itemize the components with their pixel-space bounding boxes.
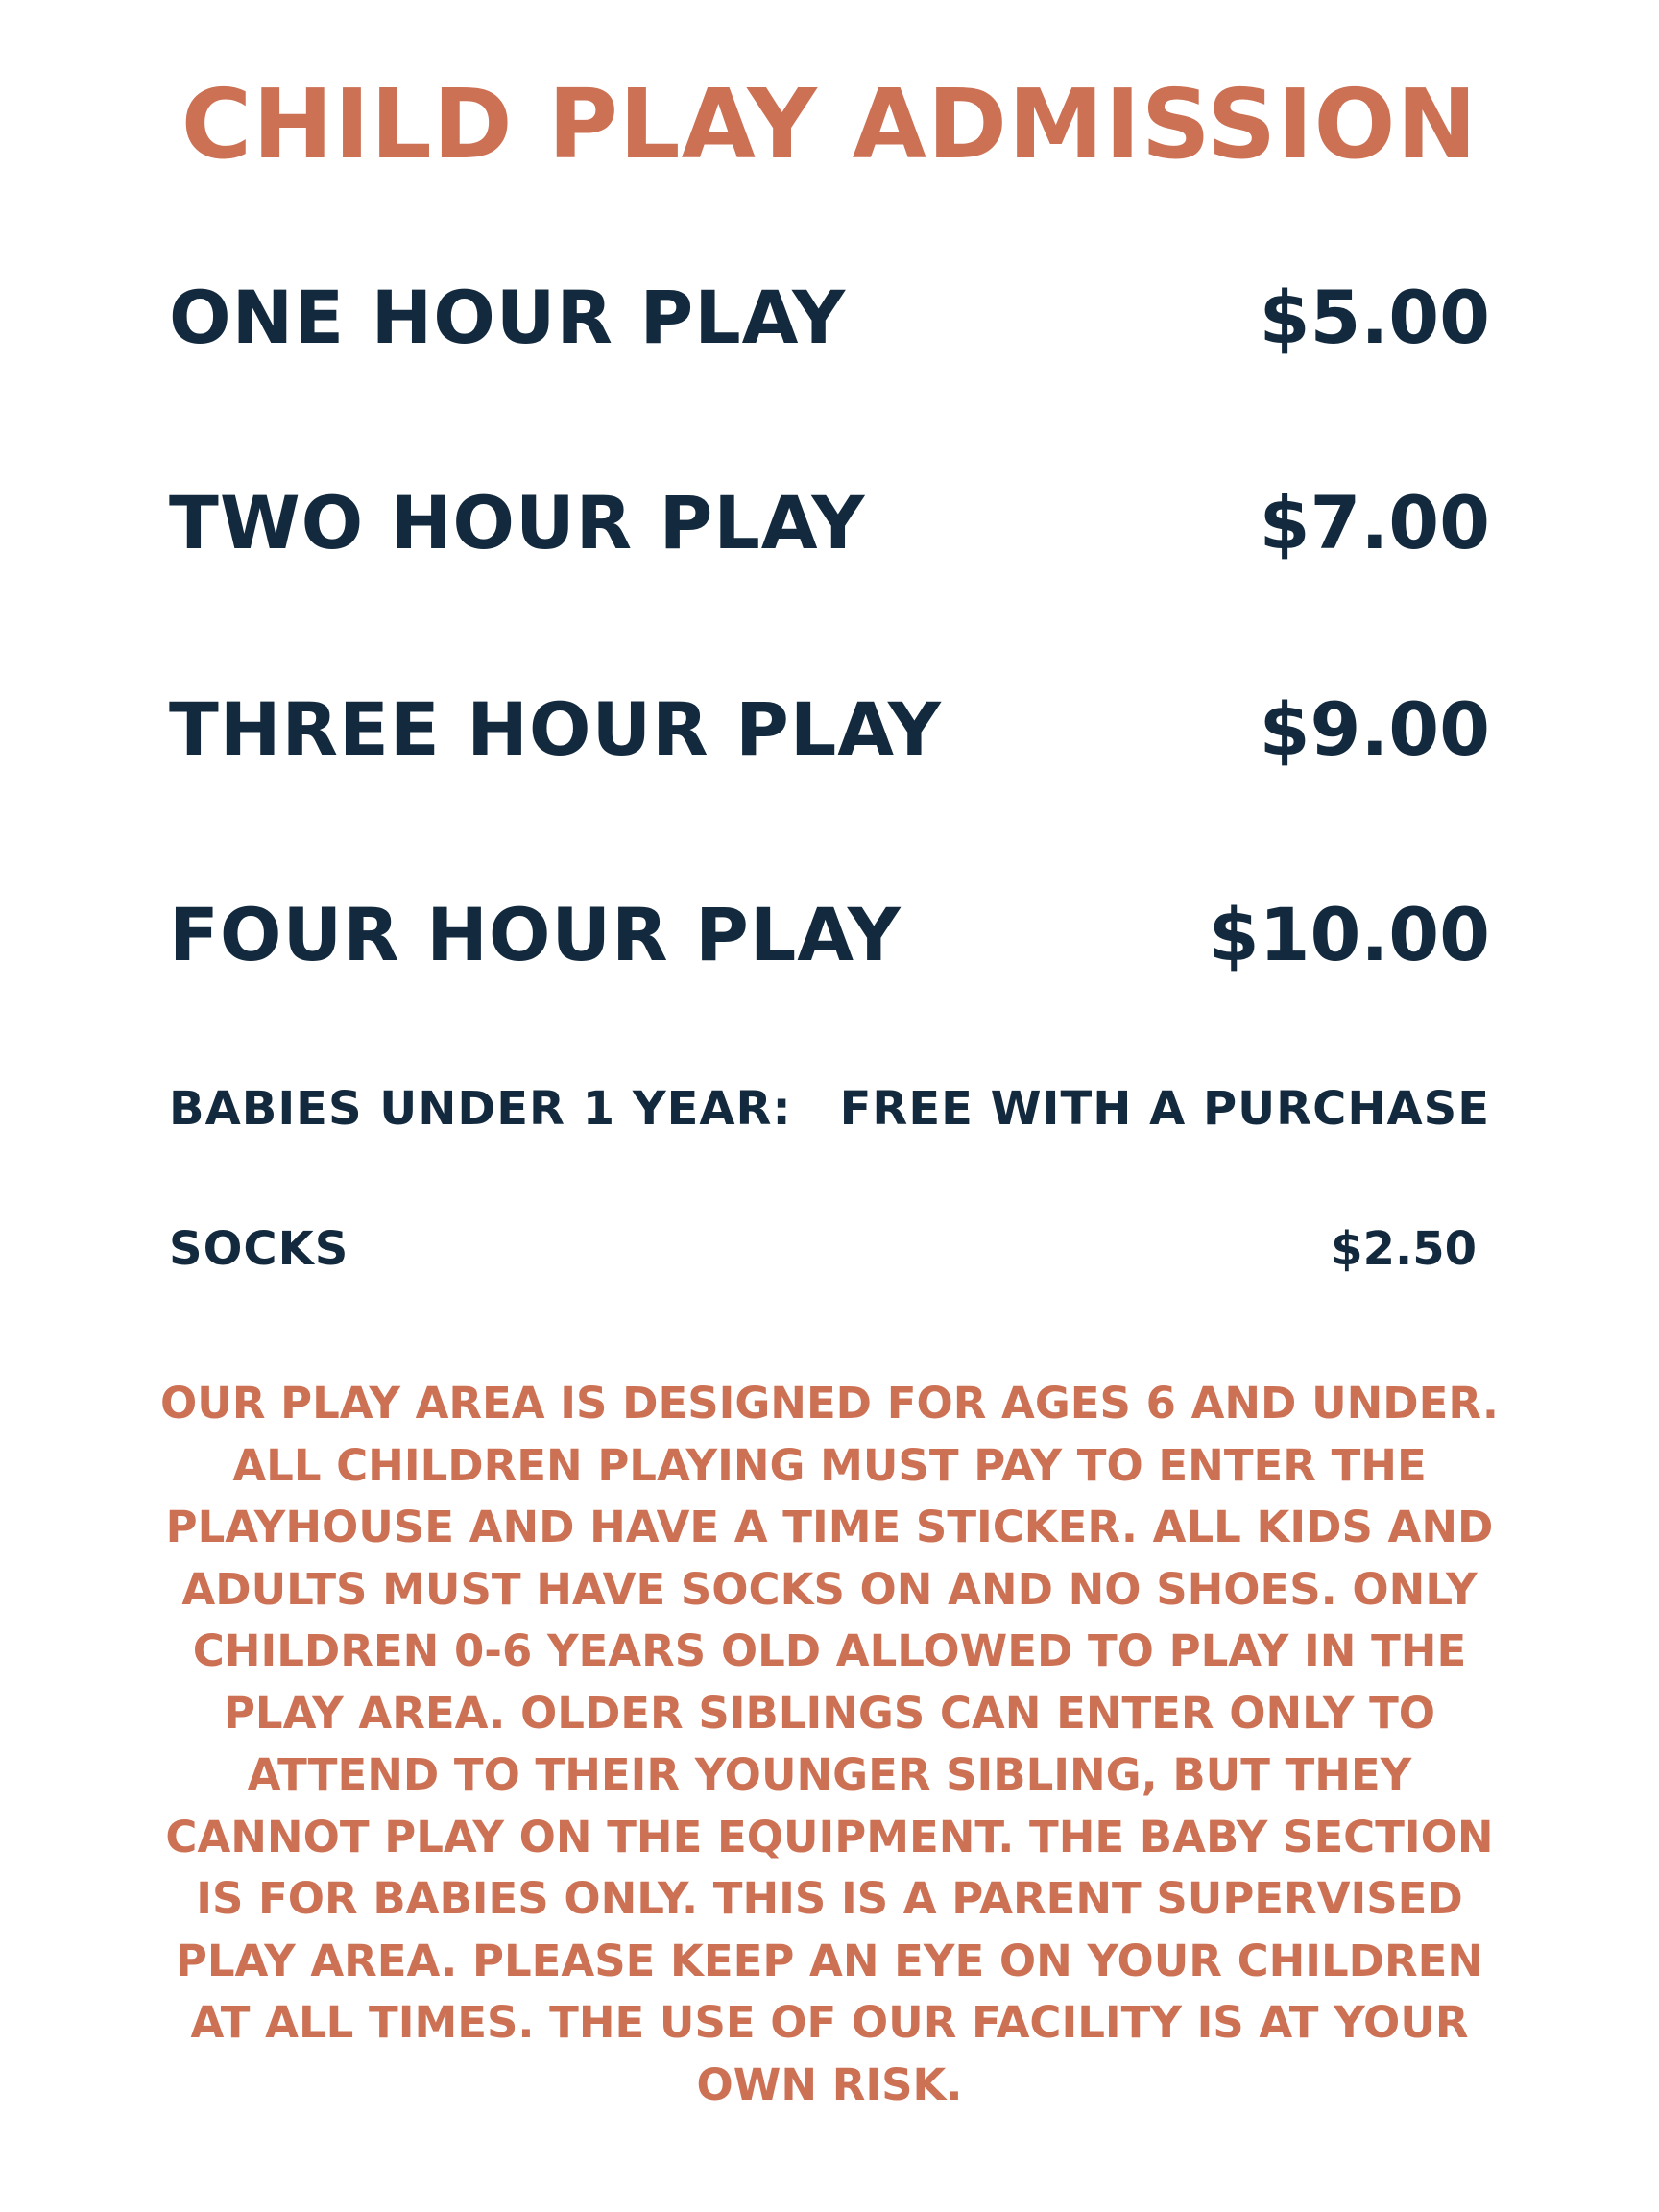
babies-value: FREE WITH A PURCHASE	[839, 1082, 1490, 1136]
price-value: $9.00	[1259, 686, 1490, 772]
price-value: $10.00	[1208, 892, 1490, 977]
socks-row	[169, 1215, 1490, 1283]
rules-notice: OUR PLAY AREA IS DESIGNED FOR AGES 6 AND UNDER. ALL CHILDREN PLAYING MUST PAY TO ENTER THE PLAYHOUSE AND HAVE A TIME STICKER. ALL KIDS AND ADULTS MUST HAVE SOCKS ON AND NO SHOES. ONLY CHILDREN 0-6 YEARS OLD ALLOWED TO PLAY IN THE PLAY AREA. OLDER SIBLINGS CAN ENTER ONLY TO ATTEND TO THEIR YOUNGER SIBLING, BUT THEY CANNOT PLAY ON THE EQUIPMENT. THE BABY SECTION IS FOR BABIES ONLY. THIS IS A PARENT SUPERVISED PLAY AREA. PLEASE KEEP AN EYE ON YOUR CHILDREN AT ALL TIMES. THE USE OF OUR FACILITY IS AT YOUR OWN RISK.	[160, 1378, 1499, 2110]
page-title: CHILD PLAY ADMISSION	[180, 68, 1479, 180]
price-row-three-hour	[169, 682, 1490, 778]
babies-label: BABIES UNDER 1 YEAR:	[169, 1082, 792, 1136]
price-value: $7.00	[1259, 480, 1490, 565]
price-label: THREE HOUR PLAY	[169, 686, 942, 772]
price-row-one-hour	[169, 270, 1490, 366]
price-label: ONE HOUR PLAY	[169, 275, 847, 360]
socks-label: SOCKS	[169, 1222, 349, 1276]
price-label: FOUR HOUR PLAY	[169, 892, 902, 977]
price-value: $5.00	[1259, 275, 1490, 360]
babies-row	[169, 1075, 1490, 1142]
price-label: TWO HOUR PLAY	[169, 480, 866, 565]
price-row-four-hour	[169, 887, 1490, 983]
socks-price: $2.50	[1331, 1222, 1477, 1276]
price-row-two-hour	[169, 475, 1490, 571]
